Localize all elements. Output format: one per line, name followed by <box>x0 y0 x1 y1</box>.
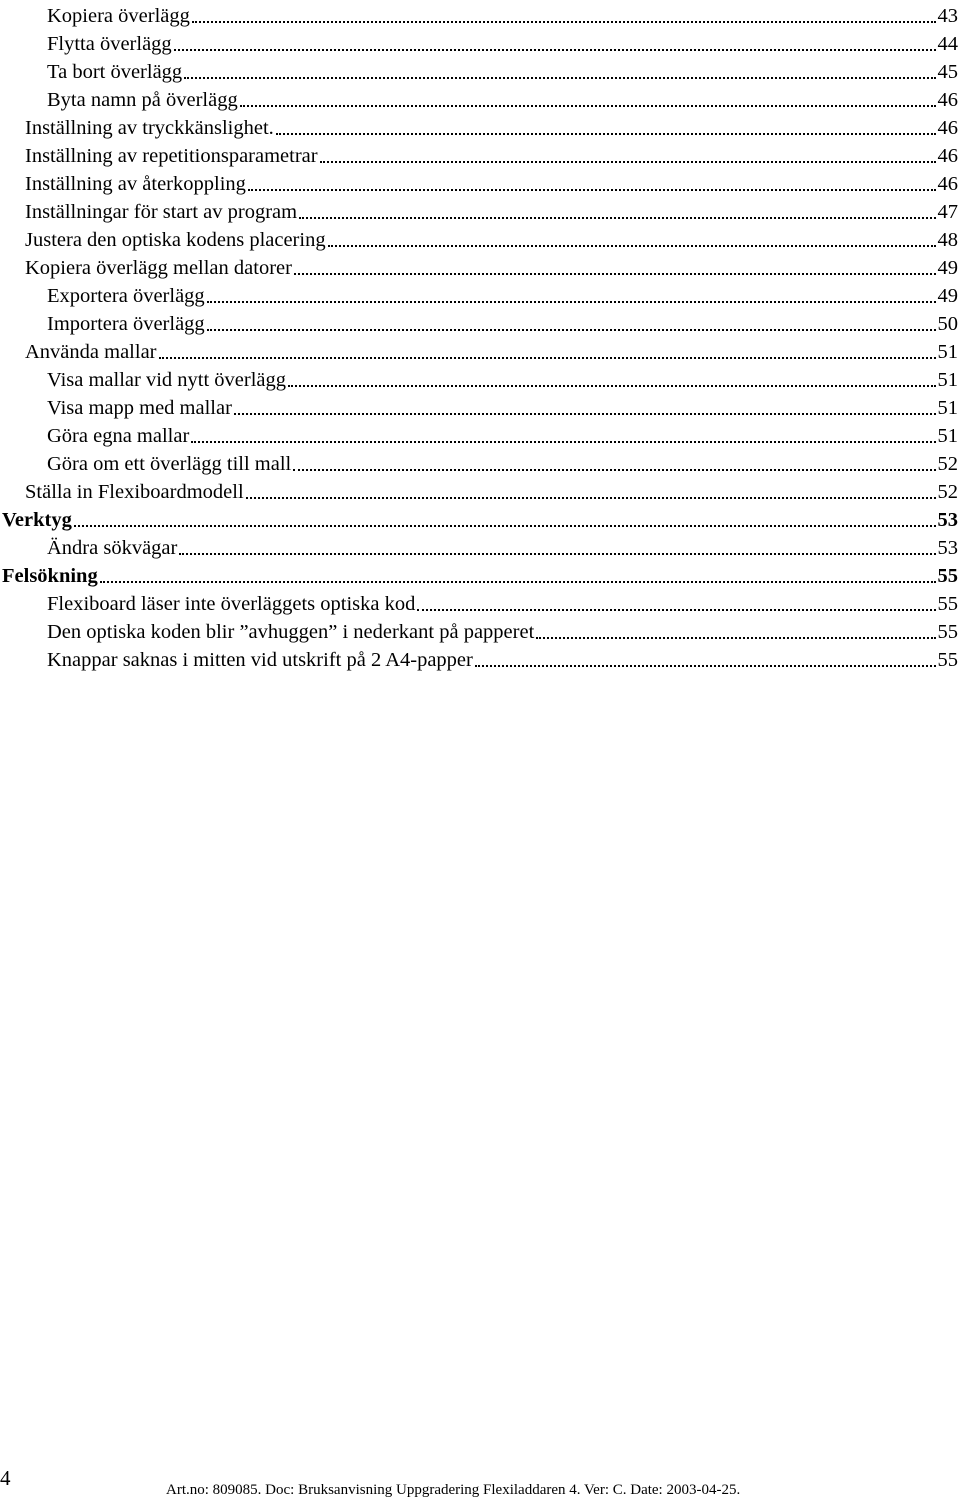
toc-entry-title[interactable]: Inställningar för start av program <box>25 201 298 223</box>
toc-entry-page[interactable]: 46 <box>937 89 958 111</box>
toc-entry-page[interactable]: 52 <box>937 481 958 503</box>
toc-entry-page[interactable]: 46 <box>937 173 958 195</box>
toc-entry[interactable] <box>0 224 960 252</box>
toc-entry-page[interactable]: 50 <box>937 313 958 335</box>
toc-entry-title[interactable]: Inställning av repetitionsparametrar <box>25 145 318 167</box>
toc-entry-title[interactable]: Visa mallar vid nytt överlägg <box>47 369 287 391</box>
toc-dot-leader <box>191 441 935 443</box>
toc-dot-leader <box>536 637 935 639</box>
toc-entry-page[interactable]: 55 <box>937 565 958 587</box>
toc-entry[interactable] <box>0 476 960 504</box>
toc-entry-page[interactable]: 49 <box>937 257 958 279</box>
toc-entry-page[interactable]: 51 <box>937 341 958 363</box>
toc-entry-title[interactable]: Ändra sökvägar <box>47 537 178 559</box>
toc-dot-leader <box>74 525 936 527</box>
toc-entry-page[interactable]: 46 <box>937 117 958 139</box>
toc-entry[interactable] <box>0 196 960 224</box>
toc-entry-title[interactable]: Felsökning <box>2 565 98 587</box>
toc-entry-title[interactable]: Inställning av tryckkänslighet. <box>25 117 274 139</box>
toc-dot-leader <box>240 105 936 107</box>
document-footer: Art.no: 809085. Doc: Bruksanvisning Uppgradering Flexiladdaren 4. Ver: C. Date: 2003-04-25. <box>166 1482 741 1498</box>
toc-entry[interactable] <box>0 616 960 644</box>
toc-dot-leader <box>320 161 936 163</box>
toc-entry-title[interactable]: Ta bort överlägg <box>47 61 183 83</box>
toc-entry-page[interactable]: 46 <box>937 145 958 167</box>
toc-entry[interactable] <box>0 448 960 476</box>
toc-entry[interactable] <box>0 392 960 420</box>
toc-entry-title[interactable]: Ställa in Flexiboardmodell <box>25 481 244 503</box>
toc-entry[interactable] <box>0 644 960 672</box>
toc-entry[interactable] <box>0 532 960 560</box>
toc-entry[interactable] <box>0 364 960 392</box>
toc-dot-leader <box>174 49 936 51</box>
toc-entry-page[interactable]: 51 <box>937 425 958 447</box>
toc-entry-title[interactable]: Byta namn på överlägg <box>47 89 238 111</box>
toc-entry-title[interactable]: Kopiera överlägg mellan datorer <box>25 257 292 279</box>
toc-dot-leader <box>276 133 936 135</box>
toc-dot-leader <box>328 245 936 247</box>
toc-entry[interactable] <box>0 280 960 308</box>
toc-dot-leader <box>192 21 936 23</box>
toc-entry[interactable] <box>0 84 960 112</box>
toc-entry[interactable] <box>0 56 960 84</box>
toc-entry-page[interactable]: 53 <box>937 509 958 531</box>
table-of-contents <box>0 0 960 672</box>
toc-entry-title[interactable]: Flytta överlägg <box>47 33 172 55</box>
toc-entry-title[interactable]: Använda mallar <box>25 341 157 363</box>
toc-entry[interactable] <box>0 0 960 28</box>
toc-dot-leader <box>207 329 936 331</box>
toc-entry-title[interactable]: Justera den optiska kodens placering <box>25 229 326 251</box>
toc-entry[interactable] <box>0 504 960 532</box>
toc-entry-title[interactable]: Den optiska koden blir ”avhuggen” i nederkant på papperet <box>47 621 535 643</box>
toc-entry[interactable] <box>0 308 960 336</box>
toc-entry-page[interactable]: 47 <box>937 201 958 223</box>
toc-dot-leader <box>159 357 936 359</box>
toc-dot-leader <box>248 189 936 191</box>
toc-dot-leader <box>475 665 936 667</box>
toc-dot-leader <box>234 413 936 415</box>
toc-entry[interactable] <box>0 336 960 364</box>
toc-entry-title[interactable]: Exportera överlägg <box>47 285 205 307</box>
toc-entry-title[interactable]: Inställning av återkoppling <box>25 173 246 195</box>
toc-entry-page[interactable]: 53 <box>937 537 958 559</box>
toc-entry-page[interactable]: 49 <box>937 285 958 307</box>
toc-dot-leader <box>288 385 935 387</box>
toc-entry[interactable] <box>0 28 960 56</box>
toc-dot-leader <box>417 609 935 611</box>
toc-entry-title[interactable]: Flexiboard läser inte överläggets optiska kod <box>47 593 416 615</box>
toc-entry-page[interactable]: 51 <box>937 369 958 391</box>
page-number: 4 <box>0 1466 11 1490</box>
toc-entry-page[interactable]: 43 <box>937 5 958 27</box>
toc-entry-title[interactable]: Göra om ett överlägg till mall <box>47 453 292 475</box>
toc-entry[interactable] <box>0 112 960 140</box>
toc-entry-title[interactable]: Kopiera överlägg <box>47 5 190 27</box>
toc-dot-leader <box>184 77 935 79</box>
toc-dot-leader <box>294 273 936 275</box>
toc-dot-leader <box>207 301 936 303</box>
toc-entry-title[interactable]: Knappar saknas i mitten vid utskrift på 2 A4-papper <box>47 649 473 671</box>
toc-entry-page[interactable]: 55 <box>937 649 958 671</box>
toc-entry-title[interactable]: Visa mapp med mallar <box>47 397 232 419</box>
toc-entry-page[interactable]: 48 <box>937 229 958 251</box>
toc-dot-leader <box>100 581 936 583</box>
toc-dot-leader <box>299 217 935 219</box>
toc-entry[interactable] <box>0 420 960 448</box>
toc-dot-leader <box>179 553 935 555</box>
toc-dot-leader <box>246 497 936 499</box>
toc-entry[interactable] <box>0 560 960 588</box>
toc-entry-page[interactable]: 52 <box>937 453 958 475</box>
toc-entry-title[interactable]: Göra egna mallar <box>47 425 190 447</box>
toc-entry-page[interactable]: 55 <box>937 593 958 615</box>
toc-entry[interactable] <box>0 168 960 196</box>
toc-entry-page[interactable]: 55 <box>937 621 958 643</box>
toc-entry-page[interactable]: 44 <box>937 33 958 55</box>
toc-entry[interactable] <box>0 588 960 616</box>
toc-entry-page[interactable]: 45 <box>937 61 958 83</box>
toc-entry-page[interactable]: 51 <box>937 397 958 419</box>
toc-dot-leader <box>293 469 935 471</box>
toc-entry-title[interactable]: Importera överlägg <box>47 313 205 335</box>
toc-entry[interactable] <box>0 140 960 168</box>
toc-entry-title[interactable]: Verktyg <box>2 509 72 531</box>
toc-entry[interactable] <box>0 252 960 280</box>
